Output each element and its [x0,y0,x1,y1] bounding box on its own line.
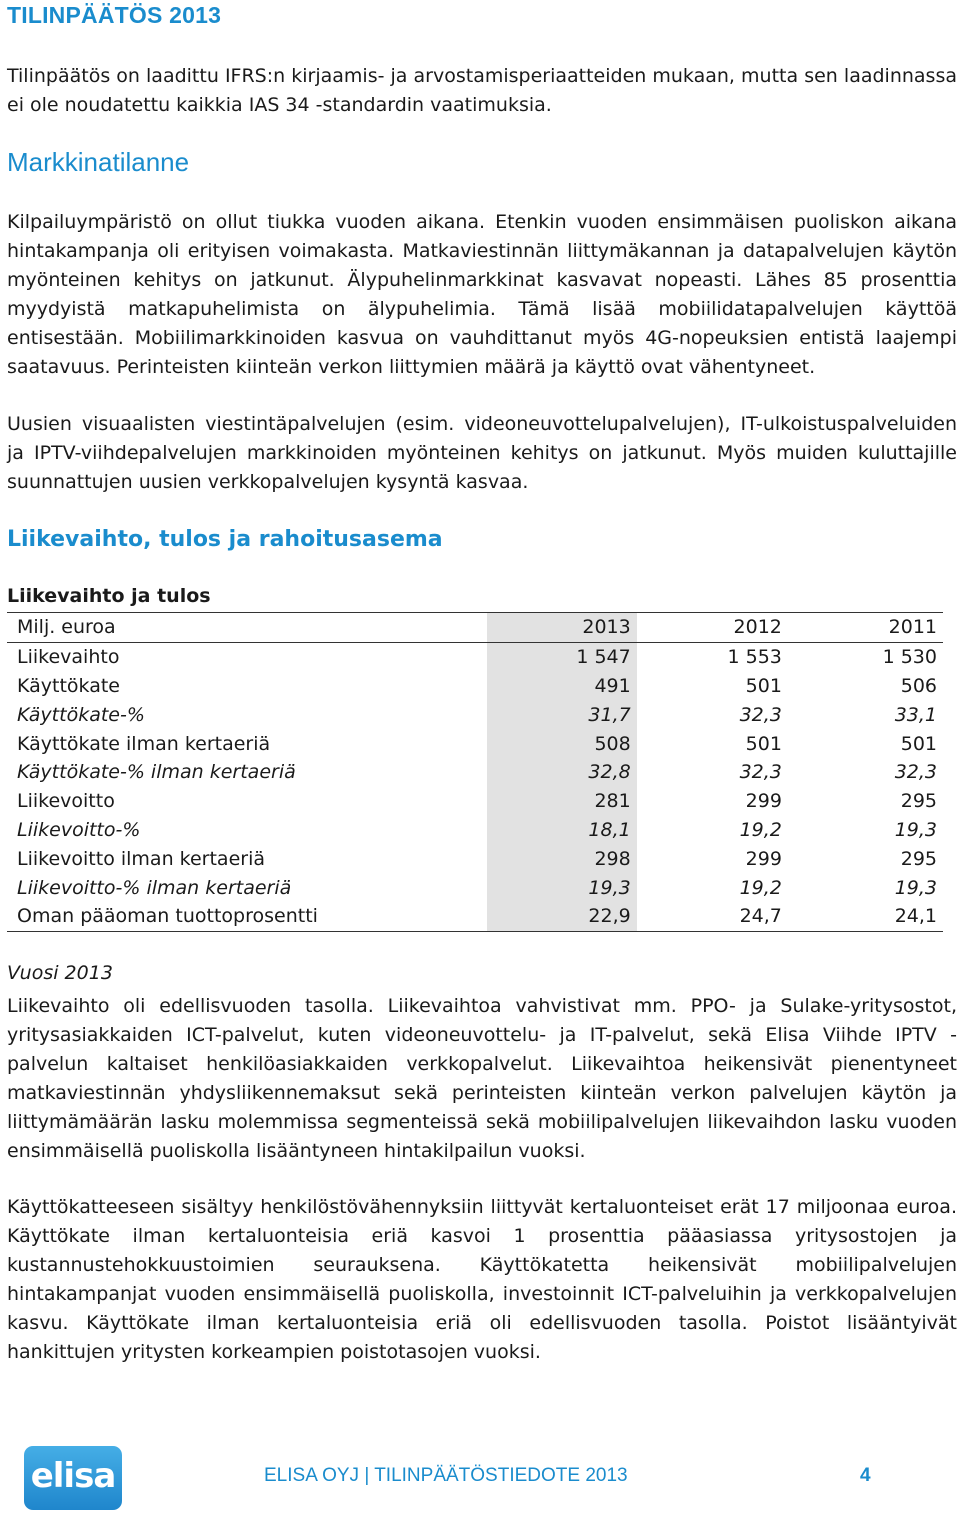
page-number: 4 [860,1465,871,1486]
cell-2011: 19,3 [894,818,937,841]
cell-2013: 281 [487,787,636,816]
table-row [7,729,943,758]
row-label: Oman pääoman tuottoprosentti [17,905,318,928]
financials-heading: Liikevaihto, tulos ja rahoitusasema [7,527,443,552]
cell-2013: 298 [487,844,636,873]
cell-2011: 19,3 [894,876,937,899]
table-row [7,873,943,902]
page-title: TILINPÄÄTÖS 2013 [7,2,222,28]
table-row [7,700,943,729]
market-heading: Markkinatilanne [7,147,190,177]
cell-2012: 19,2 [739,818,782,841]
elisa-logo [24,1446,122,1510]
table-row [7,787,943,816]
cell-2012: 32,3 [739,703,782,726]
table-row [7,816,943,845]
table-header-2013: 2013 [487,613,636,643]
cell-2012: 299 [745,790,782,813]
table-header-row [7,613,943,643]
cell-2012: 19,2 [739,876,782,899]
row-label: Liikevaihto [17,646,120,669]
table-row [7,844,943,873]
cell-2012: 501 [745,674,782,697]
row-label: Käyttökate-% ilman kertaeriä [17,761,296,784]
row-label: Käyttökate [17,674,120,697]
period-label: Vuosi 2013 [7,962,113,984]
financials-table [7,612,943,932]
market-paragraph-2: Uusien visuaalisten viestintäpalvelujen (esim. videoneuvottelupalvelujen), IT-ulkoistuspalveluiden ja IPTV-viihdepalvelujen markkinoiden myönteinen kehitys on jatkunut. Myös muiden kuluttajille suunnattujen uusien verkkopalvelujen kysyntä kasvaa. [7,413,957,493]
row-label: Liikevoitto [17,790,115,813]
footer-text: ELISA OYJ | TILINPÄÄTÖSTIEDOTE 2013 [264,1465,628,1486]
table-header-2011: 2011 [888,616,937,639]
table-title: Liikevaihto ja tulos [7,585,211,607]
market-paragraph-1: Kilpailuympäristö on ollut tiukka vuoden aikana. Etenkin vuoden ensimmäisen puoliskon aikana hintakampanja oli erityisen voimakasta. Matkaviestinnän liittymäkannan ja datapalvelujen käytön myönteinen kehitys on jatkunut. Älypuhelinmarkkinat kasvavat nopeasti. Lähes 85 prosenttia myydyistä matkapuhelimista on älypuhelimia. Tämä lisää mobiilidatapalvelujen käyttöä entisestään. Mobiilimarkkinoiden kasvua on vauhdittanut myös 4G-nopeuksien entistä laajempi saatavuus. Perinteisten kiinteän verkon liittymien määrä ja käyttö ovat vähentyneet. [7,211,957,378]
table-row [7,672,943,701]
cell-2011: 295 [900,847,937,870]
cell-2013: 32,8 [487,758,636,787]
table-header-unit: Milj. euroa [17,616,116,639]
table-row [7,902,943,931]
cell-2011: 32,3 [894,761,937,784]
table-header-2012: 2012 [733,616,782,639]
cell-2013: 1 547 [487,642,636,671]
cell-2012: 501 [745,732,782,755]
intro-paragraph: Tilinpäätös on laadittu IFRS:n kirjaamis- ja arvostamisperiaatteiden mukaan, mutta sen laadinnassa ei ole noudatettu kaikkia IAS 34 -standardin vaatimuksia. [7,65,957,116]
cell-2013: 31,7 [487,700,636,729]
row-label: Liikevoitto-% ilman kertaeriä [17,876,292,899]
cell-2012: 24,7 [739,905,782,928]
cell-2013: 508 [487,729,636,758]
cell-2011: 295 [900,790,937,813]
financials-paragraph-1: Liikevaihto oli edellisvuoden tasolla. Liikevaihtoa vahvistivat mm. PPO- ja Sulake-yritysostot, yritysasiakkaiden ICT-palvelut, kuten videoneuvottelu- ja IT-palvelut, sekä Elisa Viihde IPTV -palvelun kaltaiset henkilöasiakkaiden verkkopalvelut. Liikevaihtoa heikensivät pienentyneet matkaviestinnän yhdysliikennemaksut sekä perinteisten kiinteän verkon palvelujen käytön ja liittymämäärän lasku molemmissa segmenteissä sekä mobiilipalvelujen liikevaihdon lasku vuoden ensimmäisellä puoliskolla lisääntyneen hintakilpailun vuoksi. [7,995,957,1162]
cell-2011: 1 530 [882,646,937,669]
financials-paragraph-2: Käyttökatteeseen sisältyy henkilöstövähennyksiin liittyvät kertaluonteiset erät 17 miljoonaa euroa. Käyttökate ilman kertaluonteisia eriä kasvoi 1 prosenttia pääasiassa yritysostojen ja kustannustehokkuustoimien seurauksena. Käyttökatetta heikensivät mobiilipalvelujen hintakampanjat vuoden ensimmäisellä puoliskolla, investoinnit ICT-palveluihin ja verkkopalvelujen kasvu. Käyttökate ilman kertaluonteisia eriä oli edellisvuoden tasolla. Poistot lisääntyivät hankittujen yritysten korkeampien poistotasojen vuoksi. [7,1196,957,1363]
cell-2011: 506 [900,674,937,697]
table-row [7,758,943,787]
cell-2013: 19,3 [487,873,636,902]
cell-2012: 1 553 [727,646,782,669]
row-label: Liikevoitto ilman kertaeriä [17,847,266,870]
cell-2011: 33,1 [894,703,937,726]
row-label: Käyttökate-% [17,703,145,726]
cell-2012: 32,3 [739,761,782,784]
cell-2013: 491 [487,672,636,701]
table-row [7,642,943,671]
cell-2011: 24,1 [894,905,937,928]
row-label: Käyttökate ilman kertaeriä [17,732,271,755]
logo-wordmark: elisa [30,1456,116,1496]
cell-2013: 22,9 [487,902,636,931]
cell-2013: 18,1 [487,816,636,845]
row-label: Liikevoitto-% [17,818,141,841]
cell-2011: 501 [900,732,937,755]
cell-2012: 299 [745,847,782,870]
